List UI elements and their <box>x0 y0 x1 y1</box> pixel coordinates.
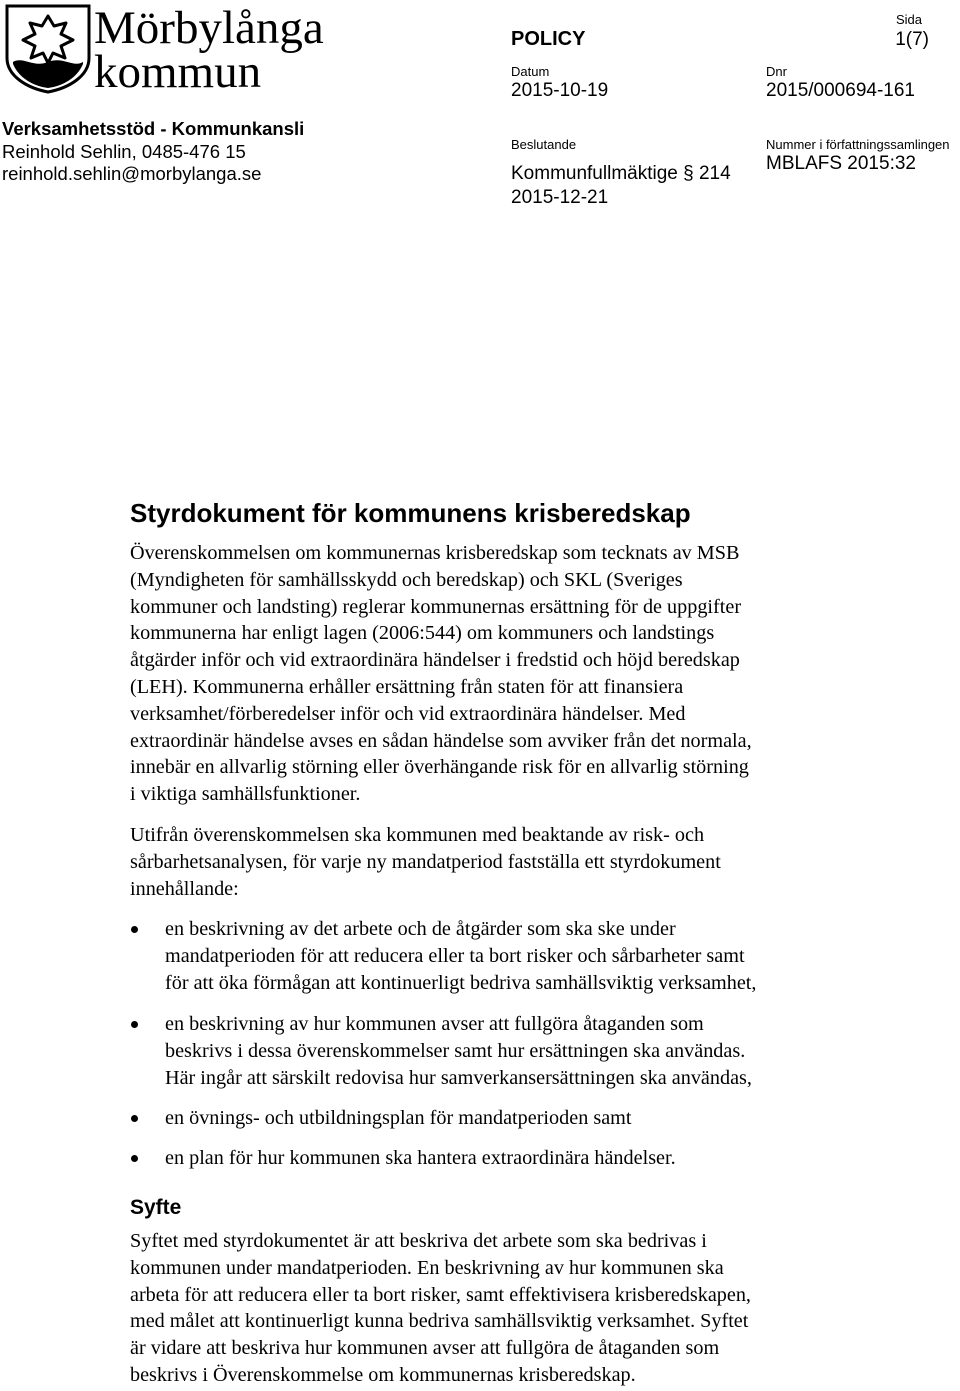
document-title: Styrdokument för kommunens krisberedskap <box>130 498 691 528</box>
list-item-line: en beskrivning av hur kommunen avser att fullgöra åtaganden som <box>165 1013 704 1035</box>
beslutande-label: Beslutande <box>511 137 577 152</box>
paragraph-line: innehållande: <box>130 877 239 900</box>
paragraph-line: Överenskommelsen om kommunernas krisberedskap som tecknats av MSB <box>130 542 740 564</box>
coat-of-arms-icon <box>3 2 93 94</box>
logo-text-line1: Mörbylånga <box>94 2 324 54</box>
list-item-line: en övnings- och utbildningsplan för mandatperioden samt <box>165 1107 632 1129</box>
logo-wordmark <box>94 2 324 98</box>
bullet-icon <box>131 1115 138 1122</box>
bullet-icon <box>131 1021 138 1028</box>
beslutande-value: Kommunfullmäktige § 214 <box>511 163 731 184</box>
list-item-line: för att öka förmågan att kontinuerligt bedriva samhällsviktig verksamhet, <box>165 971 757 994</box>
nummer-label: Nummer i författningssamlingen <box>766 137 950 152</box>
beslutande-date: 2015-12-21 <box>511 187 609 208</box>
datum-value: 2015-10-19 <box>511 80 609 101</box>
paragraph-line: extraordinär händelse avses en sådan händelse som avviker från det normala, <box>130 729 752 752</box>
paragraph-line: arbeta för att reducera eller ta bort risker, samt effektivisera krisberedskapen, <box>130 1283 751 1306</box>
contact-email: reinhold.sehlin@morbylanga.se <box>2 163 262 184</box>
section-heading-syfte: Syfte <box>130 1196 182 1219</box>
requirements-paragraph <box>130 822 890 902</box>
list-item-line: en beskrivning av det arbete och de åtgärder som ska ske under <box>165 918 676 940</box>
paragraph-line: innebär en allvarlig störning eller överhängande risk för en allvarlig störning <box>130 756 749 779</box>
page-indicator: 1(7) <box>895 29 929 50</box>
paragraph-line: (Myndigheten för samhällsskydd och beredskap) och SKL (Sveriges <box>130 568 683 591</box>
dnr-label: Dnr <box>766 64 787 79</box>
list-item-line: mandatperioden för att reducera eller ta bort risker och sårbarheter samt <box>165 944 745 967</box>
paragraph-line: Syftet med styrdokumentet är att beskriva det arbete som ska bedrivas i <box>130 1230 707 1252</box>
paragraph-line: i viktiga samhällsfunktioner. <box>130 783 361 806</box>
intro-paragraph <box>130 540 890 808</box>
department-name: Verksamhetsstöd - Kommunkansli <box>2 118 305 139</box>
paragraph-line: är vidare att beskriva hur kommunen avser att fullgöra de åtaganden som <box>130 1337 720 1360</box>
logo-text-line2: kommun <box>94 46 262 98</box>
paragraph-line: åtgärder inför och vid extraordinära händelser i fredstid och höjd beredskap <box>130 649 740 672</box>
list-item-line: en plan för hur kommunen ska hantera extraordinära händelser. <box>165 1147 676 1169</box>
paragraph-line: sårbarhetsanalysen, för varje ny mandatperiod fastställa ett styrdokument <box>130 850 721 873</box>
contact-name: Reinhold Sehlin, 0485-476 15 <box>2 141 246 162</box>
paragraph-line: kommuner och landsting) reglerar kommunernas ersättning för de uppgifter <box>130 595 742 618</box>
document-type: POLICY <box>511 28 586 50</box>
paragraph-line: Utifrån överenskommelsen ska kommunen med beaktande av risk- och <box>130 824 705 846</box>
list-item-line: Här ingår att särskilt redovisa hur samverkansersättningen ska användas, <box>165 1066 752 1089</box>
paragraph-line: (LEH). Kommunerna erhåller ersättning från staten för att finansiera <box>130 675 684 698</box>
paragraph-line: beskrivs i Överenskommelse om kommunernas krisberedskap. <box>130 1363 636 1386</box>
list-item-line: beskrivs i dessa överenskommelser samt hur ersättningen ska användas. <box>165 1039 746 1062</box>
paragraph-line: verksamhet/förberedelser inför och vid extraordinära händelser. Med <box>130 702 686 725</box>
bullet-icon <box>131 926 138 933</box>
bullet-icon <box>131 1155 138 1162</box>
sida-label: Sida <box>895 12 922 27</box>
nummer-value: MBLAFS 2015:32 <box>766 153 916 174</box>
paragraph-line: kommunen under mandatperioden. En beskrivning av hur kommunen ska <box>130 1256 724 1279</box>
datum-label: Datum <box>511 64 550 79</box>
dnr-value: 2015/000694-161 <box>766 80 915 101</box>
paragraph-line: med målet att kontinuerligt kunna bedriva samhällsviktig verksamhet. Syftet <box>130 1310 749 1333</box>
syfte-paragraph <box>130 1228 890 1389</box>
paragraph-line: kommunerna har enligt lagen (2006:544) om kommuners och landstings <box>130 622 715 645</box>
